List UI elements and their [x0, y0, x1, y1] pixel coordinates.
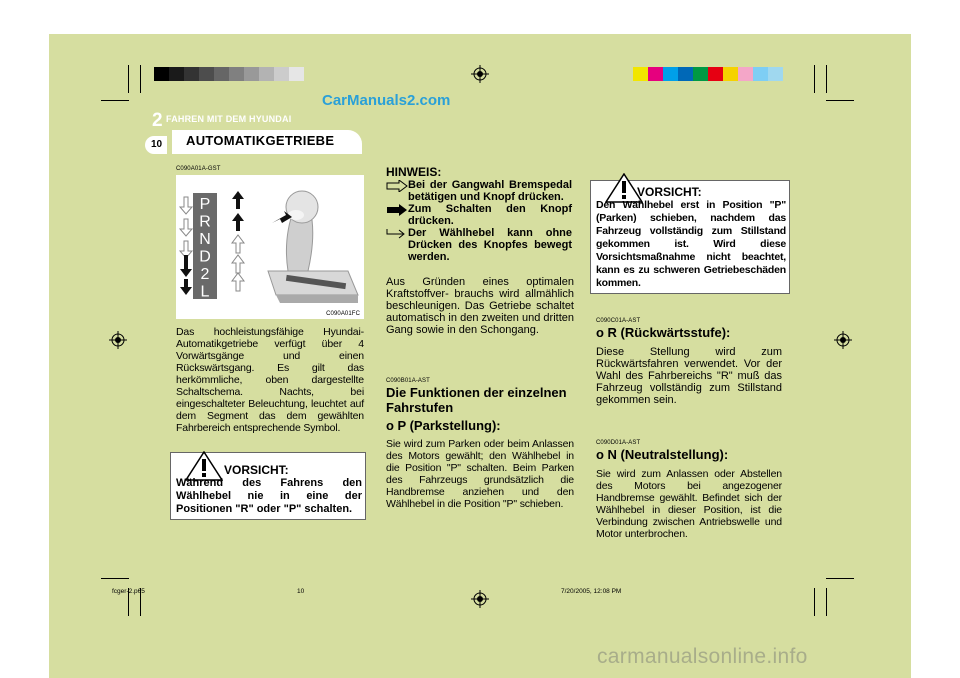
gear-letter: 2: [200, 266, 210, 283]
hint-text: Der Wählhebel kann ohne Drücken des Knopfes bewegt werden.: [408, 227, 572, 263]
page-number: 10: [151, 139, 163, 150]
color-swatch: [169, 67, 184, 81]
crop-mark: [814, 65, 815, 93]
image-code: C090A01FC: [326, 311, 360, 317]
crop-mark: [826, 588, 827, 616]
consumption-paragraph: Aus Gründen eines optimalen Kraftstoffver- brauchs wird allmählich beschleunigen. Das Getriebe schaltet automatisch in den zweiten und dritten Gang sowie in den Schongang.: [386, 276, 574, 336]
neutral-text: Sie wird zum Anlassen oder Abstellen des Motors bei angezogener Handbremse gewählt. Befindet sich der Wählhebel in dieser Position, ist die Verbindung zwischen Antriebswelle und Motor unterbrochen.: [596, 468, 782, 540]
watermark-link[interactable]: CarManuals2.com: [322, 92, 451, 109]
color-swatch: [768, 67, 783, 81]
hint-item: [386, 179, 574, 203]
warning-box-park: [590, 180, 790, 294]
park-text: Sie wird zum Parken oder beim Anlassen des Motors gewählt; den Wählhebel in die Position "P" schalten. Beim Parken des Fahrzeugs grundsätzlich die Handbremse anziehen und den Wählhebel in die Position "P" schieben.: [386, 438, 574, 510]
footer-file: fcger-2.p65: [112, 588, 145, 595]
color-swatch: [723, 67, 738, 81]
color-swatch: [244, 67, 259, 81]
section-title: AUTOMATIKGETRIEBE: [186, 133, 335, 148]
color-strip: [633, 67, 783, 81]
hint-list: [386, 179, 574, 263]
color-swatch: [184, 67, 199, 81]
color-swatch: [229, 67, 244, 81]
section-code: C090C01A-AST: [596, 318, 641, 324]
color-swatch: [199, 67, 214, 81]
thin-arrow-icon: [386, 228, 408, 240]
hint-text: Bei der Gangwahl Bremspedal betätigen und Knopf drücken.: [408, 179, 572, 203]
crop-mark: [101, 100, 129, 101]
color-swatch: [289, 67, 304, 81]
gear-letter: P: [199, 196, 211, 213]
registration-mark-icon: [834, 331, 852, 349]
hint-item: [386, 203, 574, 227]
warning-title: VORSICHT:: [224, 463, 289, 477]
gear-shift-figure: [176, 175, 364, 319]
color-swatch: [738, 67, 753, 81]
color-swatch: [214, 67, 229, 81]
color-swatch: [753, 67, 768, 81]
reverse-heading: o R (Rückwärtsstufe):: [596, 325, 731, 340]
hint-item: [386, 227, 574, 263]
footer-date: 7/20/2005, 12:08 PM: [561, 588, 622, 595]
grayscale-strip: [154, 67, 304, 81]
section-code: C090B01A-AST: [386, 378, 430, 384]
hint-title: HINWEIS:: [386, 165, 442, 179]
color-swatch: [154, 67, 169, 81]
hint-text: Zum Schalten den Knopf drücken.: [408, 203, 572, 227]
crop-mark: [826, 578, 854, 579]
registration-mark-icon: [109, 331, 127, 349]
registration-mark-icon: [471, 590, 489, 608]
color-swatch: [259, 67, 274, 81]
filled-arrow-icon: [386, 204, 408, 216]
crop-mark: [826, 65, 827, 93]
color-swatch: [693, 67, 708, 81]
color-swatch: [633, 67, 648, 81]
functions-heading: Die Funktionen der einzelnen Fahrstufen: [386, 385, 567, 415]
registration-mark-icon: [471, 65, 489, 83]
intro-paragraph: Das hochleistungsfähige Hyundai-Automatikgetriebe verfügt über 4 Vorwärtsgänge und einen Rückswärtsgang. Es gilt das herkömmliche, oben dargestellte Schaltschema. Nachts, bei eingeschalteter Beleuchtung, leuchtet auf dem Segment das dem gewählten Fahrbereich entsprechende Symbol.: [176, 326, 364, 434]
gear-letter: N: [199, 231, 211, 248]
section-code: C090D01A-AST: [596, 440, 641, 446]
gear-letter: L: [200, 283, 210, 301]
color-swatch: [678, 67, 693, 81]
color-swatch: [708, 67, 723, 81]
color-swatch: [663, 67, 678, 81]
warning-text: Den Wählhebel erst in Position "P" (Parken) schieben, nachdem das Fahrzeug vollständig zum Stillstand gekommen ist. Wird diese Vorsichtsmaßnahme nicht beachtet, kann es zu schweren Getriebeschäden kommen.: [596, 199, 786, 289]
gear-letter: D: [199, 248, 211, 266]
crop-mark: [826, 100, 854, 101]
color-swatch: [274, 67, 289, 81]
crop-mark: [140, 65, 141, 93]
warning-title: VORSICHT:: [637, 185, 702, 199]
footer-page: 10: [297, 588, 305, 595]
crop-mark: [101, 578, 129, 579]
crop-mark: [128, 65, 129, 93]
figure-code: C090A01A-GST: [176, 166, 221, 172]
crop-mark: [814, 588, 815, 616]
chapter-number: 2: [152, 110, 163, 131]
park-heading: o P (Parkstellung):: [386, 418, 501, 433]
gear-letter: R: [199, 213, 211, 231]
site-footer-link[interactable]: carmanualsonline.info: [597, 645, 808, 668]
outline-arrow-icon: [386, 180, 408, 192]
warning-box-driving: [170, 452, 366, 520]
color-swatch: [648, 67, 663, 81]
neutral-heading: o N (Neutralstellung):: [596, 447, 729, 462]
reverse-text: Diese Stellung wird zum Rückwärtsfahren verwendet. Vor der Wahl des Fahrbereichs "R" muß das Fahrzeug vollständig zum Stillstand gekommen sein.: [596, 346, 782, 406]
gear-shift-illustration: [176, 175, 364, 319]
chapter-title: FAHREN MIT DEM HYUNDAI: [166, 114, 292, 124]
warning-text: Während des Fahrens den Wählhebel nie in eine der Positionen "R" oder "P" schalten.: [176, 477, 362, 515]
